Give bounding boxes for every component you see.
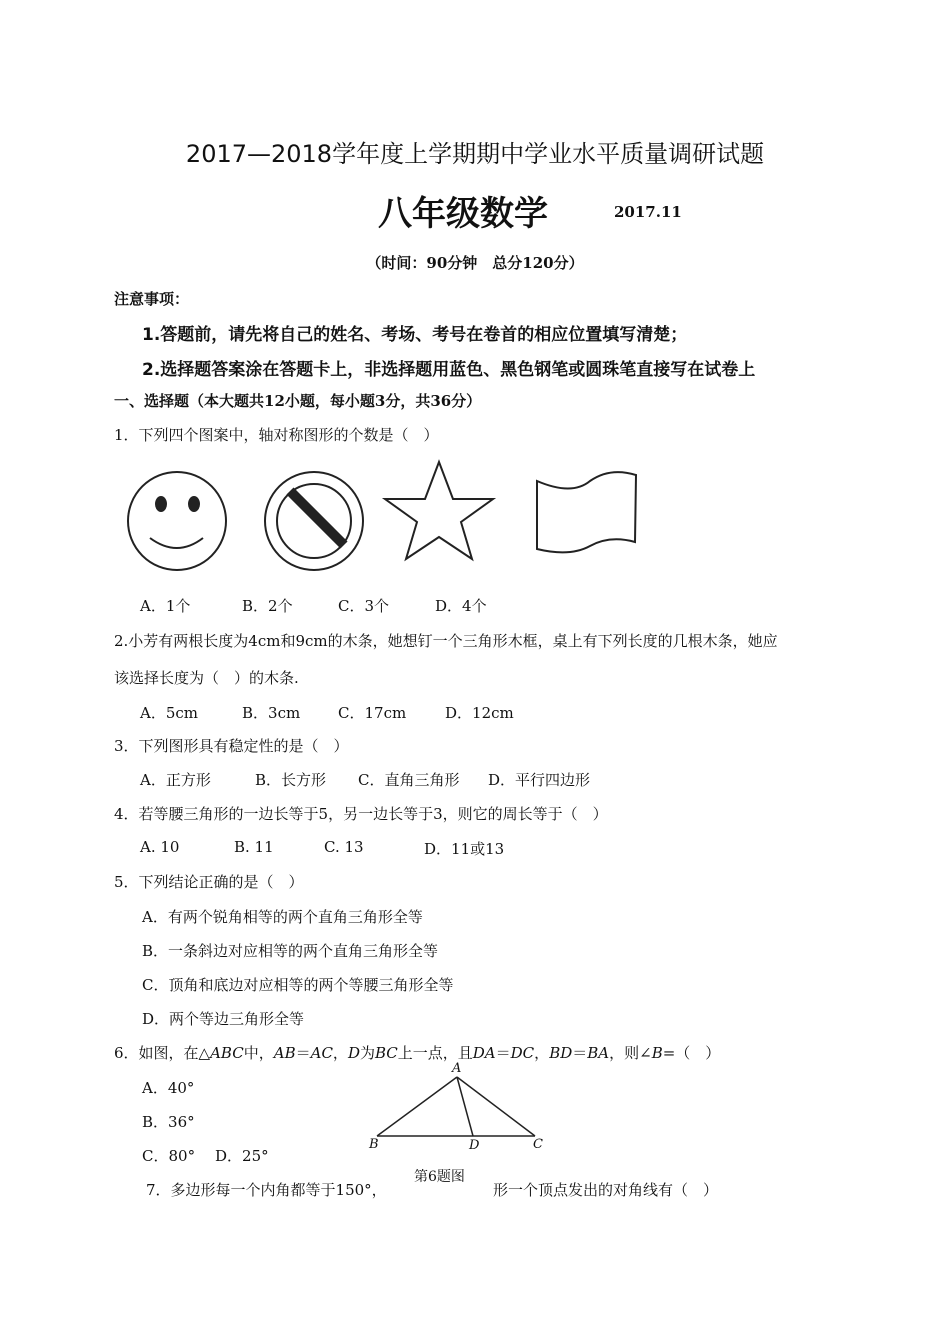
vertex-label-a: A [452, 1061, 462, 1076]
question-3-option-c[interactable]: C．直角三角形 [358, 771, 460, 789]
question-5-stem: 5．下列结论正确的是（ ） [114, 873, 304, 891]
question-1-option-b[interactable]: B．2个 [242, 597, 293, 615]
stem-var: AB [273, 1044, 296, 1062]
stem-text: 上一点，且 [397, 1044, 473, 1062]
stem-text: ，则∠ [609, 1044, 652, 1062]
stem-text: 中， [243, 1044, 274, 1062]
question-4-option-c[interactable]: C. 13 [324, 838, 364, 856]
question-6-option-b[interactable]: B．36° [142, 1113, 195, 1131]
stem-text: =（ ） [662, 1044, 721, 1062]
stem-text: 6．如图，在△ [114, 1044, 211, 1062]
stem-var: BA [587, 1044, 610, 1062]
question-3-stem: 3．下列图形具有稳定性的是（ ） [114, 737, 349, 755]
vertex-label-c: C [533, 1137, 543, 1152]
question-6-option-a[interactable]: A．40° [142, 1079, 195, 1097]
stem-text: ＝ [495, 1044, 511, 1062]
subject-title: 八年级数学 [378, 194, 548, 234]
side-ac [457, 1077, 535, 1136]
note-item-2: 2.选择题答案涂在答题卡上，非选择题用蓝色、黑色钢笔或圆珠笔直接写在试卷上 [142, 360, 756, 380]
vertex-label-b: B [369, 1137, 379, 1152]
question-1-option-d[interactable]: D．4个 [435, 597, 487, 615]
question-4-option-a[interactable]: A. 10 [140, 838, 180, 856]
stem-text: ＝ [295, 1044, 311, 1062]
question-5-option-d[interactable]: D．两个等边三角形全等 [142, 1010, 305, 1028]
stem-var: DC [510, 1044, 535, 1062]
stem-text: 为 [359, 1044, 375, 1062]
question-5-option-b[interactable]: B．一条斜边对应相等的两个直角三角形全等 [142, 942, 439, 960]
question-7-stem-right: 形一个顶点发出的对角线有（ ） [493, 1181, 719, 1199]
question-1-stem: 1．下列四个图案中，轴对称图形的个数是（ ） [114, 426, 439, 444]
question-2-option-c[interactable]: C．17cm [338, 704, 407, 722]
note-item-1: 1.答题前，请先将自己的姓名、考场、考号在卷首的相应位置填写清楚； [142, 325, 688, 345]
time-info: （时间：90分钟 总分120分） [366, 254, 584, 272]
exam-title: 2017—2018学年度上学期期中学业水平质量调研试题 [185, 140, 765, 168]
section-heading: 一、选择题（本大题共12小题，每小题3分，共36分） [114, 392, 482, 410]
question-2-option-d[interactable]: D．12cm [445, 704, 514, 722]
figure-caption: 第6题图 [414, 1169, 465, 1185]
question-3-option-a[interactable]: A．正方形 [140, 771, 211, 789]
question-4-option-d[interactable]: D．11或13 [424, 840, 505, 858]
question-3-option-d[interactable]: D．平行四边形 [488, 771, 591, 789]
exam-date: 2017.11 [614, 203, 682, 221]
question-5-option-a[interactable]: A．有两个锐角相等的两个直角三角形全等 [142, 908, 423, 926]
stem-text: ， [534, 1044, 550, 1062]
stem-var: AC [310, 1044, 333, 1062]
notes-heading: 注意事项： [114, 290, 190, 308]
question-1-option-c[interactable]: C．3个 [338, 597, 390, 615]
stem-text: ， [332, 1044, 348, 1062]
question-6-option-c[interactable]: C．80° [142, 1147, 196, 1165]
stem-var: ABC [210, 1044, 244, 1062]
stem-var: BD [549, 1044, 573, 1062]
question-4-option-b[interactable]: B. 11 [234, 838, 274, 856]
stem-text: ＝ [572, 1044, 588, 1062]
vertex-label-d: D [469, 1138, 480, 1153]
question-2-stem-line1: 2.小芳有两根长度为4cm和9cm的木条，她想钉一个三角形木框，桌上有下列长度的几根木条，她应 [114, 632, 778, 650]
stem-var: BC [374, 1044, 398, 1062]
stem-var: B [651, 1044, 663, 1062]
question-2-stem-line2: 该选择长度为（ ）的木条. [114, 669, 299, 687]
question-3-option-b[interactable]: B．长方形 [255, 771, 327, 789]
question-6-option-d[interactable]: D．25° [215, 1147, 269, 1165]
segment-ad [457, 1077, 473, 1136]
question-2-option-a[interactable]: A．5cm [140, 704, 199, 722]
question-7-stem-left: 7．多边形每一个内角都等于150°， [146, 1181, 387, 1199]
question-4-stem: 4．若等腰三角形的一边长等于5，另一边长等于3，则它的周长等于（ ） [114, 805, 608, 823]
stem-var: D [347, 1044, 360, 1062]
stem-var: DA [472, 1044, 496, 1062]
question-1-option-a[interactable]: A．1个 [140, 597, 191, 615]
side-ab [377, 1077, 457, 1136]
question-5-option-c[interactable]: C．顶角和底边对应相等的两个等腰三角形全等 [142, 976, 454, 994]
question-2-option-b[interactable]: B．3cm [242, 704, 301, 722]
